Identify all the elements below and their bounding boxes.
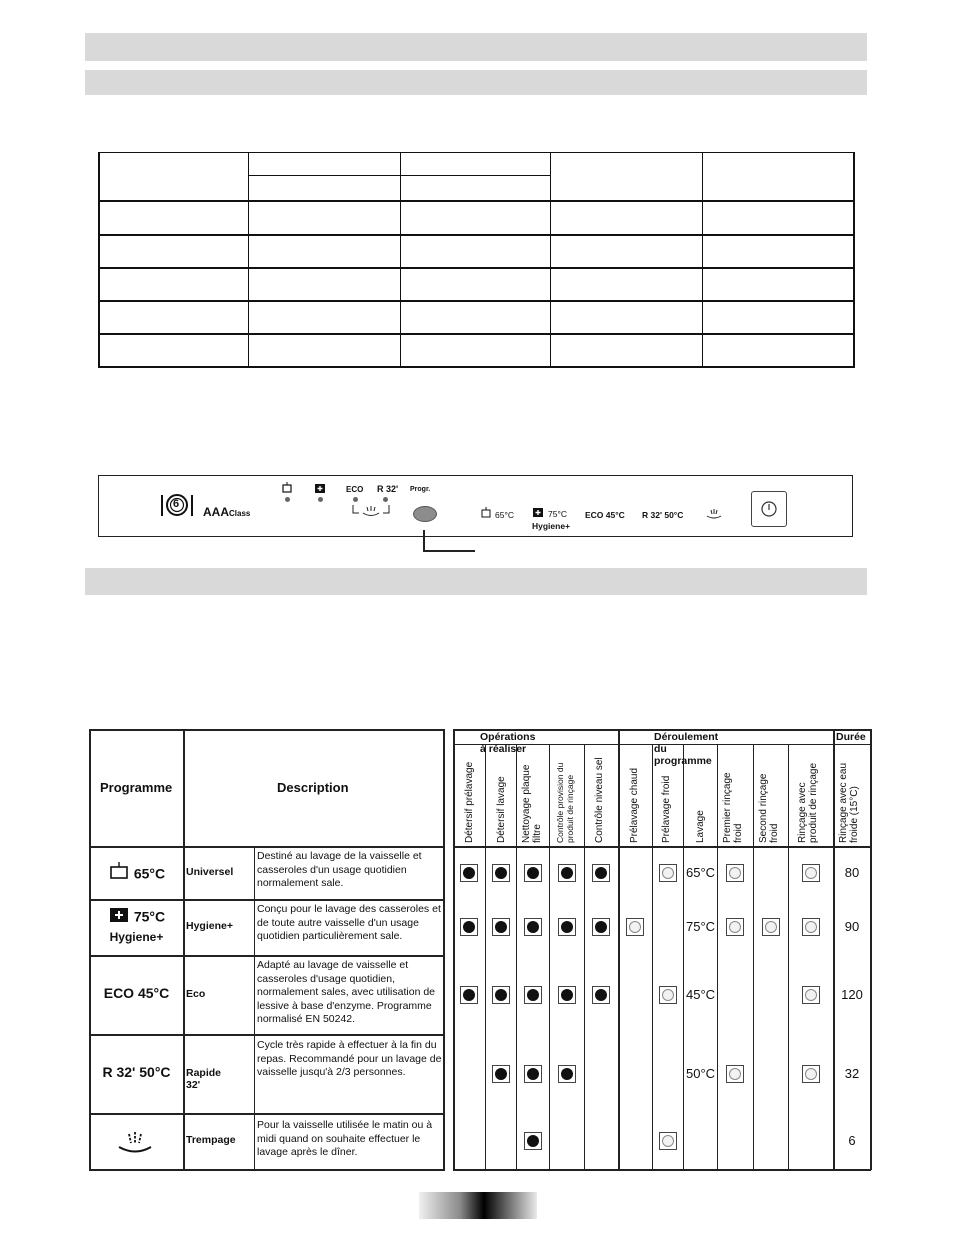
ops-header: Opérations à réaliser: [480, 731, 536, 755]
program-symbol: [90, 905, 183, 944]
col-header-controle-rincage: Contrôle provision du produit de rinçage: [555, 762, 575, 843]
wash-temperature: 45°C: [686, 986, 716, 1002]
wash-temperature: 50°C: [686, 1065, 716, 1081]
step-marker-empty: [659, 986, 677, 1004]
prog-65-label: 65°C: [495, 510, 514, 520]
callout-line: [423, 530, 425, 551]
control-panel: [98, 475, 853, 537]
prog-rapid-label: R 32' 50°C: [642, 510, 684, 520]
col-programme-header: Programme: [100, 780, 173, 795]
col-header-prelavage-chaud: Prélavage chaud: [629, 767, 640, 843]
col-header-lavage: Lavage: [695, 810, 706, 843]
indicator-led: [318, 497, 323, 502]
program-button[interactable]: [413, 506, 437, 522]
duration-value: 80: [844, 864, 860, 880]
program-description: Adapté au lavage de vaisselle et casseroles d'usage quotidien, normalement sales, avec utilisation de lessive à base d'enzyme. Programme normalisé EN 50242.: [257, 959, 436, 1025]
power-icon: [760, 500, 778, 518]
duration-value: 6: [848, 1133, 856, 1148]
col-description-header: Description: [277, 780, 349, 795]
step-marker-empty: [726, 918, 744, 936]
operation-marker-filled: [524, 986, 542, 1004]
operation-marker-filled: [460, 864, 478, 882]
duration-value: 32: [844, 1065, 860, 1081]
col-header-detersif-lavage: Détersif lavage: [496, 776, 507, 843]
pot-icon: [281, 482, 293, 494]
operation-marker-filled: [558, 918, 576, 936]
prog-75-label: 75°C: [548, 509, 567, 519]
col-header-prelavage-froid: Prélavage froid: [661, 775, 672, 843]
indicator-rapid-label: R 32': [377, 484, 399, 494]
step-marker-empty: [762, 918, 780, 936]
program-name: Trempage: [186, 1134, 236, 1146]
col-header-rincage-eau-froide: Rinçage avec eau froide (15°C): [838, 762, 860, 843]
program-description: Destiné au lavage de la vaisselle et casseroles d'un usage quotidien normalement sale.: [257, 850, 422, 889]
program-symbol-text: R 32' 50°C: [102, 1063, 171, 1080]
callout-line: [423, 550, 475, 552]
wash-temperature: 65°C: [686, 864, 716, 880]
indicator-led: [353, 497, 358, 502]
program-symbol-text: 75°C: [133, 908, 166, 925]
operation-marker-filled: [460, 986, 478, 1004]
pot-cross-icon: [314, 482, 326, 494]
pot-cross-icon: [532, 506, 544, 518]
step-marker-empty: [726, 1065, 744, 1083]
progr-label: Progr.: [410, 486, 431, 493]
prog-hygiene-label: Hygiene+: [532, 521, 571, 531]
operation-marker-filled: [558, 986, 576, 1004]
step-marker-empty: [802, 1065, 820, 1083]
empty-data-table: [98, 152, 854, 368]
operation-marker-filled: [524, 864, 542, 882]
operation-marker-filled: [460, 918, 478, 936]
col-header-rincage-produit: Rinçage avec produit de rinçage: [797, 762, 819, 843]
program-name: Eco: [186, 987, 206, 1000]
soak-icon: [705, 507, 723, 519]
section-header-bar-programmes: [85, 568, 867, 595]
program-symbol-text: ECO 45°C: [103, 984, 170, 1001]
energy-class: [203, 505, 250, 519]
place-settings-badge: 6: [173, 498, 180, 510]
program-name: Hygiene+: [186, 920, 233, 932]
pot-cross-icon: [108, 905, 130, 928]
energy-class-suffix: Class: [229, 509, 251, 518]
program-symbol: [90, 984, 183, 1002]
program-description: Cycle très rapide à effectuer à la fin du repas. Recommandé pour un lavage de vaisselle jusqu'à 2/3 personnes.: [257, 1039, 442, 1078]
col-header-nettoyage: Nettoyage plaque filtre: [521, 764, 543, 843]
pot-icon: [480, 507, 492, 519]
subsection-header-bar: [85, 70, 867, 95]
program-name: Rapide 32': [186, 1066, 222, 1091]
program-description: Conçu pour le lavage des casseroles et de toute autre vaisselle d'un usage quotidien particulièrement sale.: [257, 903, 441, 942]
indicator-led: [383, 497, 388, 502]
soak-icon: [115, 1130, 155, 1159]
operation-marker-filled: [558, 1065, 576, 1083]
operation-marker-filled: [492, 1065, 510, 1083]
operation-marker-filled: [592, 918, 610, 936]
wash-temperature: 75°C: [686, 919, 716, 934]
program-symbol: [90, 1063, 183, 1081]
operation-marker-filled: [492, 864, 510, 882]
operation-marker-filled: [592, 986, 610, 1004]
program-name: Universel: [186, 865, 234, 878]
step-marker-empty: [802, 918, 820, 936]
energy-class-rating: AAA: [203, 505, 229, 519]
program-symbol-sub: Hygiene+: [109, 930, 164, 944]
operation-marker-filled: [524, 918, 542, 936]
program-symbol: [90, 1130, 183, 1159]
indicator-eco-label: ECO: [346, 485, 364, 494]
program-description: Pour la vaisselle utilisée le matin ou à midi quand on souhaite effectuer le lavage après le dîner.: [257, 1119, 433, 1158]
step-marker-empty: [726, 864, 744, 882]
duree-header: Durée: [836, 731, 866, 743]
duration-value: 90: [844, 919, 860, 934]
program-symbol-text: 65°C: [133, 865, 166, 881]
operation-marker-filled: [558, 864, 576, 882]
prog-eco-label: ECO 45°C: [585, 510, 625, 520]
operation-marker-filled: [492, 918, 510, 936]
pot-icon: [108, 862, 130, 885]
col-header-second-rincage: Second rinçage froid: [758, 773, 780, 843]
operation-marker-filled: [524, 1132, 542, 1150]
step-marker-empty: [659, 1132, 677, 1150]
soak-bracket-icon: [351, 503, 391, 517]
page-number-bar: [419, 1192, 537, 1219]
col-header-controle-sel: Contrôle niveau sel: [594, 757, 605, 843]
duration-value: 120: [841, 986, 863, 1002]
indicator-led: [285, 497, 290, 502]
program-symbol: [90, 862, 183, 885]
step-marker-empty: [802, 986, 820, 1004]
step-marker-empty: [802, 864, 820, 882]
operation-marker-filled: [592, 864, 610, 882]
deroulement-header: Déroulement du programme: [654, 731, 719, 767]
col-header-premier-rincage: Premier rinçage froid: [722, 772, 744, 843]
operation-marker-filled: [524, 1065, 542, 1083]
step-marker-empty: [626, 918, 644, 936]
section-header-bar: [85, 33, 867, 61]
power-button[interactable]: [751, 491, 787, 527]
step-marker-empty: [659, 864, 677, 882]
operation-marker-filled: [492, 986, 510, 1004]
col-header-detersif-prelavage: Détersif prélavage: [464, 761, 475, 843]
